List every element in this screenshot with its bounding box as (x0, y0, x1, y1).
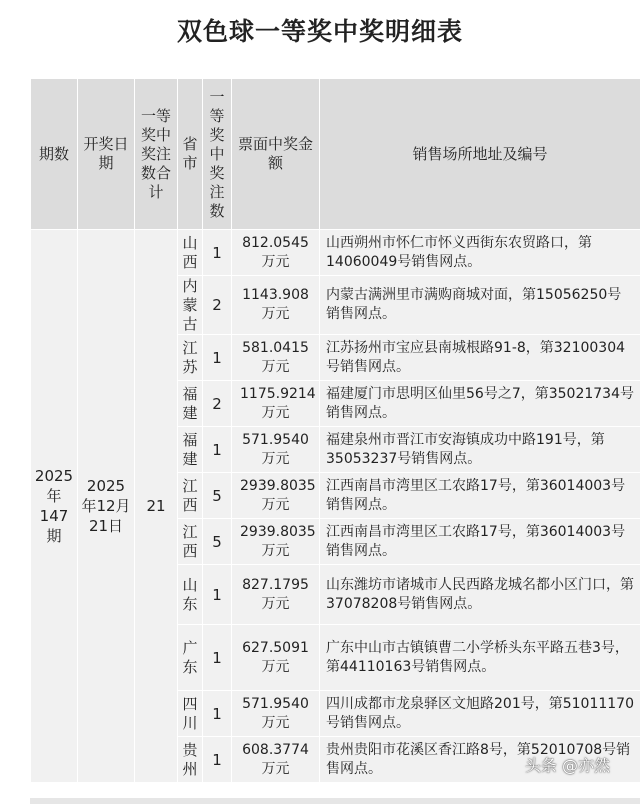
amount-cell: 571.9540万元 (232, 691, 320, 737)
address-cell: 山东潍坊市诸城市人民西路龙城名都小区门口，第37078208号销售网点。 (320, 565, 640, 625)
winners-cell: 1 (203, 427, 232, 473)
winners-table (30, 78, 640, 783)
province-cell: 江苏 (178, 335, 203, 381)
province-cell: 江西 (178, 519, 203, 565)
address-cell: 四川成都市龙泉驿区文旭路201号，第51011170号销售网点。 (320, 691, 640, 737)
draw-date-cell: 2025年12月21日 (78, 230, 135, 783)
province-cell: 福建 (178, 381, 203, 427)
winners-cell: 1 (203, 565, 232, 625)
province-cell: 贵州 (178, 737, 203, 783)
total-winners-cell: 21 (135, 230, 178, 783)
winners-cell: 2 (203, 276, 232, 335)
winners-cell: 1 (203, 691, 232, 737)
winners-cell: 5 (203, 519, 232, 565)
watermark: 头条 @亦然 (524, 756, 610, 775)
address-cell: 江西南昌市湾里区工农路17号，第36014003号销售网点。 (320, 519, 640, 565)
amount-cell: 1143.908万元 (232, 276, 320, 335)
table-bottom-edge (30, 798, 640, 804)
province-cell: 江西 (178, 473, 203, 519)
winners-cell: 2 (203, 381, 232, 427)
amount-cell: 581.0415万元 (232, 335, 320, 381)
province-cell: 山东 (178, 565, 203, 625)
header-draw-date: 开奖日期 (78, 79, 135, 230)
period-cell: 2025年147期 (31, 230, 78, 783)
province-cell: 山西 (178, 230, 203, 276)
address-cell: 广东中山市古镇镇曹二小学桥头东平路五巷3号，第44110163号销售网点。 (320, 625, 640, 691)
header-address: 销售场所地址及编号 (320, 79, 640, 230)
amount-cell: 2939.8035万元 (232, 519, 320, 565)
header-total-winners: 一等奖中奖注数合计 (135, 79, 178, 230)
header-province: 省市 (178, 79, 203, 230)
winners-cell: 1 (203, 625, 232, 691)
province-cell: 内蒙古 (178, 276, 203, 335)
address-cell: 江西南昌市湾里区工农路17号，第36014003号销售网点。 (320, 473, 640, 519)
header-winners: 一等奖中奖注数 (203, 79, 232, 230)
province-cell: 广东 (178, 625, 203, 691)
page-title: 双色球一等奖中奖明细表 (176, 17, 463, 46)
address-cell: 福建厦门市思明区仙里56号之7，第35021734号销售网点。 (320, 381, 640, 427)
address-cell: 江苏扬州市宝应县南城根路91-8，第32100304号销售网点。 (320, 335, 640, 381)
address-cell: 贵州贵阳市花溪区香江路8号，第52010708号销售网点。 (320, 737, 640, 783)
header-amount: 票面中奖金额 (232, 79, 320, 230)
winners-cell: 1 (203, 230, 232, 276)
amount-cell: 608.3774万元 (232, 737, 320, 783)
amount-cell: 1175.9214万元 (232, 381, 320, 427)
winners-cell: 1 (203, 335, 232, 381)
header-row (31, 79, 640, 230)
province-cell: 福建 (178, 427, 203, 473)
amount-cell: 627.5091万元 (232, 625, 320, 691)
address-cell: 内蒙古满洲里市满购商城对面，第15056250号销售网点。 (320, 276, 640, 335)
table-row (31, 230, 640, 276)
winners-cell: 5 (203, 473, 232, 519)
amount-cell: 571.9540万元 (232, 427, 320, 473)
amount-cell: 812.0545万元 (232, 230, 320, 276)
amount-cell: 2939.8035万元 (232, 473, 320, 519)
amount-cell: 827.1795万元 (232, 565, 320, 625)
province-cell: 四川 (178, 691, 203, 737)
address-cell: 福建泉州市晋江市安海镇成功中路191号，第35053237号销售网点。 (320, 427, 640, 473)
header-period: 期数 (31, 79, 78, 230)
winners-cell: 1 (203, 737, 232, 783)
address-cell: 山西朔州市怀仁市怀义西街东农贸路口，第14060049号销售网点。 (320, 230, 640, 276)
